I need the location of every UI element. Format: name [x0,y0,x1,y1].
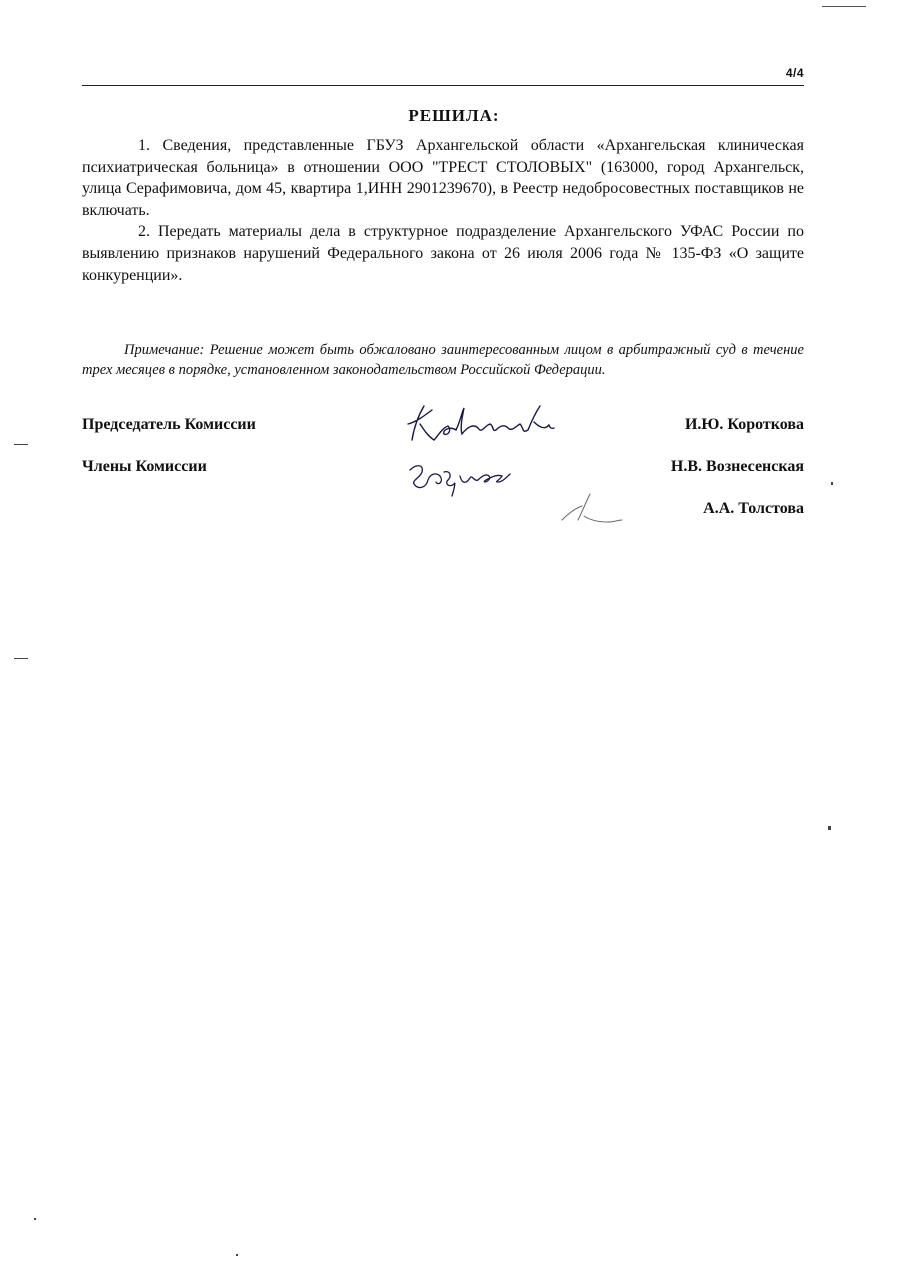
decision-heading: РЕШИЛА: [408,106,500,125]
decision-paragraph-1: 1. Сведения, представленные ГБУЗ Архангельской области «Архангельская клиническая психиатрическая больница» в отношении ООО "ТРЕСТ СТОЛОВЫХ" (163000, город Архангельск, улица Серафимовича, дом 45, квартира 1,ИНН 2901239670), в Реестр недобросовестных поставщиков не включать. [82,137,804,219]
appeal-note: Примечание: Решение может быть обжаловано заинтересованным лицом в арбитражный суд в течение трех месяцев в порядке, установленном законодательством Российской Федерации. [82,342,804,378]
scan-speck [14,444,28,445]
page-number: 4/4 [785,66,804,80]
chair-name: И.Ю. Короткова [684,416,804,433]
scan-speck [34,1218,36,1220]
chair-role: Председатель Комиссии [82,416,256,433]
member-2-signature [548,490,628,530]
scan-speck [14,658,28,659]
members-role: Члены Комиссии [82,458,207,475]
chair-signature [398,400,568,450]
member-1-signature [404,450,514,498]
member-1-name: Н.В. Вознесенская [670,458,804,475]
decision-paragraph-2: 2. Передать материалы дела в структурное подразделение Архангельского УФАС России по выявлению признаков нарушений Федерального закона от 26 июля 2006 года № 135-ФЗ «О защите конкуренции». [82,223,804,284]
scan-mark [822,6,866,7]
scan-speck [828,826,831,830]
member-2-name: А.А. Толстова [703,500,804,517]
scan-speck [831,482,833,485]
scan-speck [236,1254,238,1256]
decision-body [82,135,804,286]
header-rule [82,85,804,86]
